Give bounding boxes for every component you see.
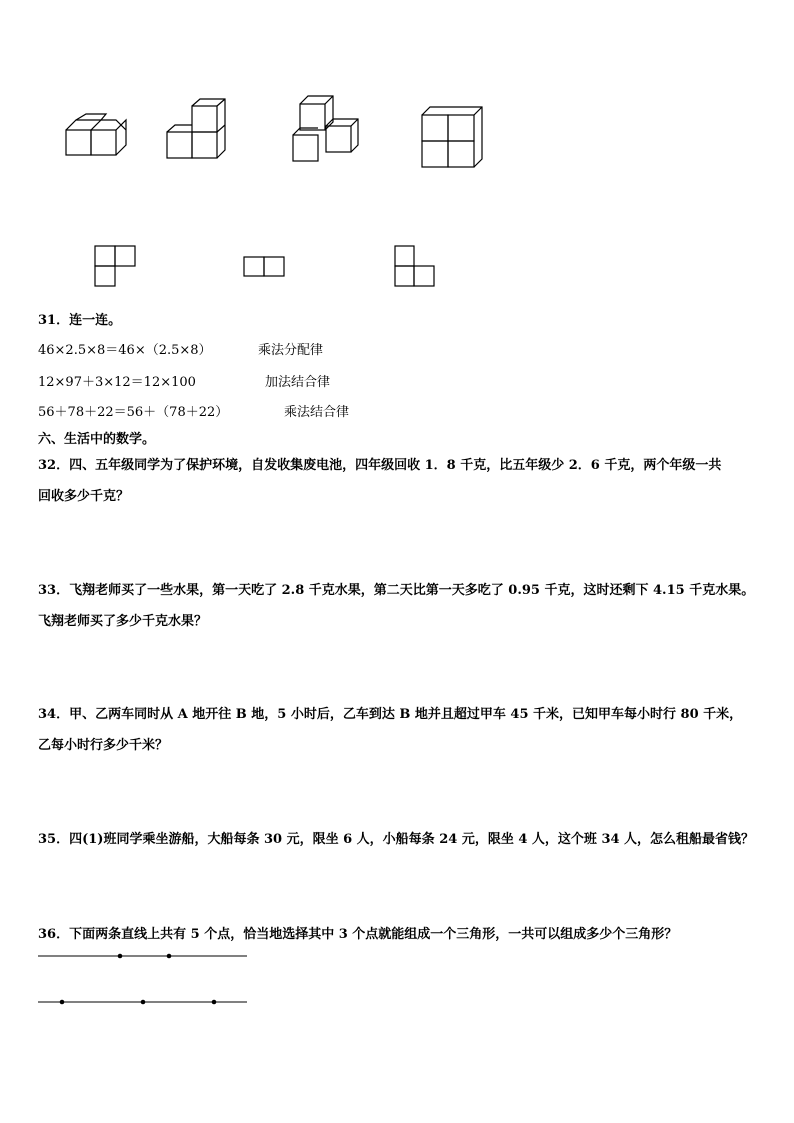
q31-expr-2: 12×97＋3×12＝12×100 (38, 375, 196, 390)
q33-line2: 飞翔老师买了多少千克水果？ (38, 614, 208, 629)
q36-line1: 36．下面两条直线上共有 5 个点，恰当地选择其中 3 个点就能组成一个三角形，一共可以组成多少个三角形？ (38, 927, 678, 942)
q31-expr-3: 56＋78＋22＝56＋（78＋22） (38, 405, 229, 420)
q35-line1: 35．四(1)班同学乘坐游船，大船每条 30 元，限坐 6 人，小船每条 24 元，限坐 4 人，这个班 34 人，怎么租船最省钱？ (38, 832, 755, 847)
q31-expr-1: 46×2.5×8＝46×（2.5×8） (38, 343, 212, 358)
cube-figure-4 (422, 107, 482, 167)
q31-title: 31．连一连。 (38, 313, 122, 328)
q34-line1: 34．甲、乙两车同时从 A 地开往 B 地，5 小时后，乙车到达 B 地并且超过甲车 45 千米，已知甲车每小时行 80 千米， (38, 707, 743, 722)
cube-figure-1 (66, 114, 126, 155)
q33-line1: 33．飞翔老师买了一些水果，第一天吃了 2.8 千克水果，第二天比第一天多吃了 0.95 千克，这时还剩下 4.15 千克水果。 (38, 583, 755, 598)
cube-figures (0, 0, 794, 300)
point (141, 1000, 146, 1005)
q34-line2: 乙每小时行多少千米？ (38, 738, 169, 753)
cube-figure-3 (293, 96, 358, 161)
q32-line2: 回收多少千克？ (38, 489, 130, 504)
point (212, 1000, 217, 1005)
view-figure-2 (244, 257, 284, 276)
view-figure-1 (95, 246, 135, 286)
point (118, 954, 123, 959)
q31-law-3: 乘法结合律 (284, 405, 350, 420)
view-figure-3 (395, 246, 434, 286)
point (60, 1000, 65, 1005)
section6-title: 六、生活中的数学。 (38, 432, 156, 447)
point (167, 954, 172, 959)
q32-line1: 32．四、五年级同学为了保护环境，自发收集废电池，四年级回收 1．8 千克，比五年级少 2．6 千克，两个年级一共 (38, 458, 722, 473)
q31-law-2: 加法结合律 (265, 375, 331, 390)
q31-law-1: 乘法分配律 (258, 343, 324, 358)
cube-figure-2 (167, 99, 225, 158)
